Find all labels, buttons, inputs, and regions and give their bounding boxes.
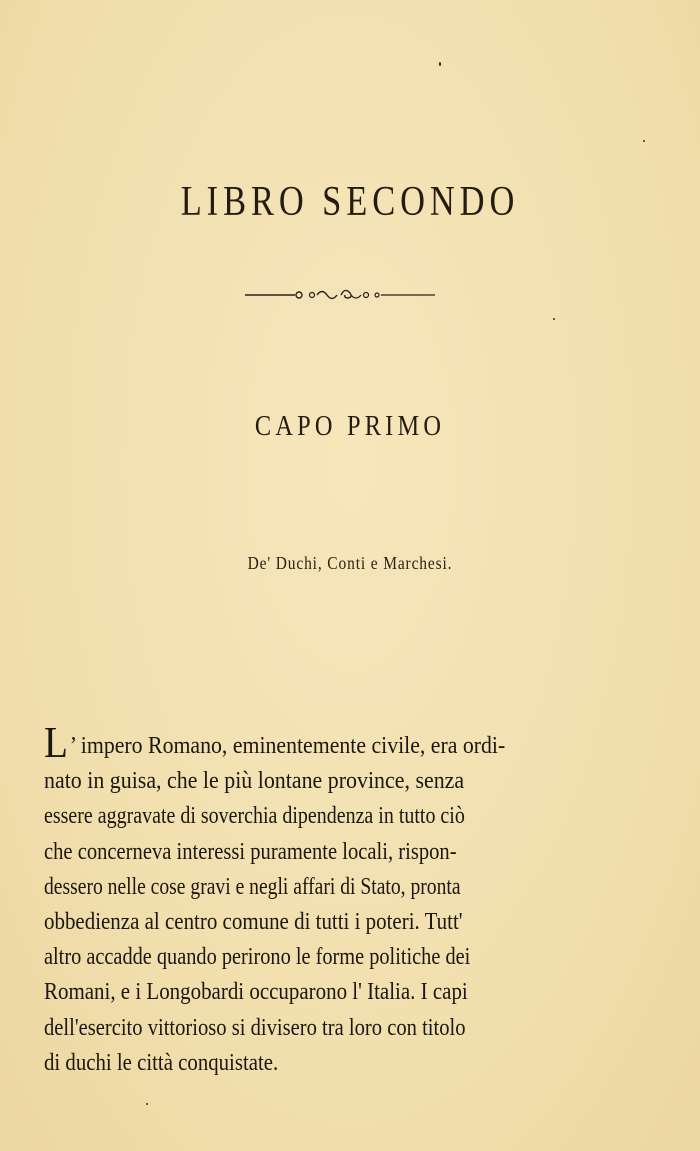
paper-speck	[146, 1103, 148, 1105]
text-line: essere aggravate di soverchia dipendenza in tutto ciò	[44, 802, 465, 830]
text-line: Romani, e i Longobardi occuparono l' Italia. I capi	[44, 978, 468, 1006]
text-line: obbedienza al centro comune di tutti i poteri. Tutt'	[44, 908, 463, 936]
text-line: dell'esercito vittorioso si divisero tra loro con titolo	[44, 1013, 466, 1041]
text-line: altro accadde quando perirono le forme politiche dei	[44, 943, 471, 971]
paper-speck	[643, 140, 645, 142]
chapter-title: CAPO PRIMO	[254, 410, 446, 442]
drop-cap: L	[44, 718, 68, 767]
text-line-content: ’ impero Romano, eminentemente civile, era ordi-	[69, 732, 506, 759]
book-title: LIBRO SECONDO	[180, 179, 520, 225]
text-line: che concerneva interessi puramente locali, rispon-	[44, 837, 457, 865]
body-paragraph	[44, 718, 678, 1080]
chapter-subtitle: De' Duchi, Conti e Marchesi.	[247, 553, 453, 573]
ornament-divider	[245, 285, 435, 305]
text-line: nato in guisa, che le più lontane province, senza	[44, 767, 465, 795]
paper-speck	[439, 62, 441, 66]
text-line	[44, 718, 608, 767]
text-line: di duchi le città conquistate.	[44, 1048, 279, 1076]
text-line: dessero nelle cose gravi e negli affari di Stato, pronta	[44, 872, 461, 900]
paper-speck	[553, 318, 555, 320]
